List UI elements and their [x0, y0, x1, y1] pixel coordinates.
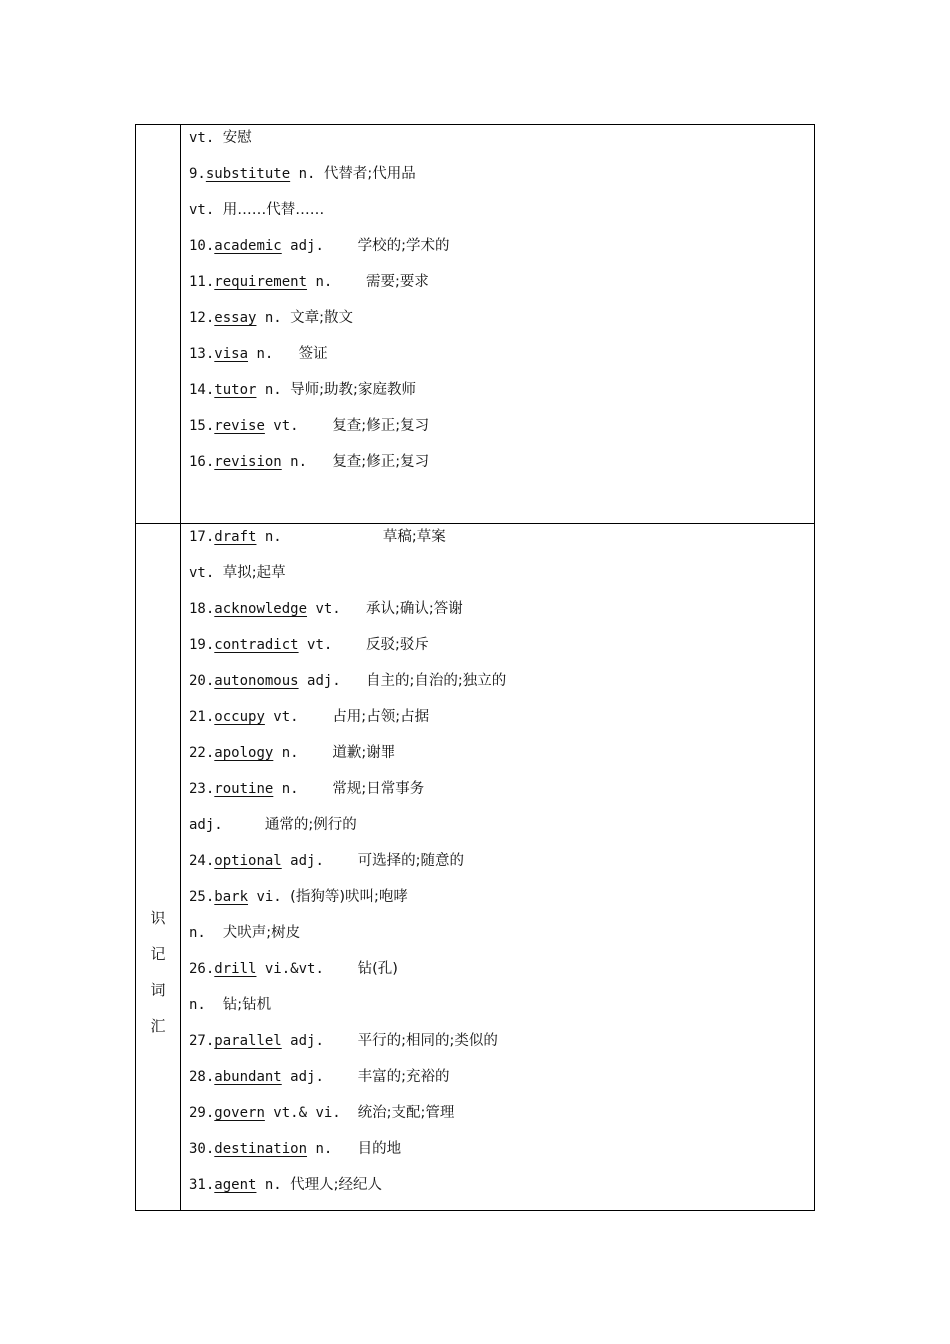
vocab-line — [189, 163, 814, 199]
vocab-line — [189, 343, 814, 379]
entry-number: 28. — [189, 1069, 215, 1085]
entry-pos: vt. — [189, 202, 223, 218]
entry-meaning: 钻(孔) — [357, 961, 398, 977]
entry-meaning: 犬吠声;树皮 — [222, 925, 301, 941]
entry-meaning: 复查;修正;复习 — [332, 418, 430, 434]
entry-word: tutor — [214, 382, 257, 398]
entry-word: parallel — [214, 1033, 282, 1049]
entry-pos: vt. — [298, 637, 367, 653]
vocab-line — [189, 199, 814, 235]
entry-word: revise — [214, 418, 265, 434]
entry-number: 13. — [189, 346, 215, 362]
entry-pos: adj. — [281, 1069, 358, 1085]
vocab-line — [189, 958, 814, 994]
entry-word: visa — [214, 346, 249, 362]
entry-word: requirement — [214, 274, 308, 290]
vocab-line — [189, 742, 814, 778]
vocab-line — [189, 1102, 814, 1138]
entry-number: 29. — [189, 1105, 215, 1121]
entry-pos: n. — [256, 310, 291, 326]
entry-number: 31. — [189, 1177, 215, 1193]
entry-pos: n. — [256, 382, 291, 398]
entry-meaning: 草拟;起草 — [222, 565, 286, 581]
entry-meaning: 平行的;相同的;类似的 — [357, 1033, 498, 1049]
entry-number: 25. — [189, 889, 215, 905]
entry-meaning: 统治;支配;管理 — [357, 1105, 455, 1121]
vocab-line — [189, 994, 814, 1030]
entry-pos: n. — [248, 346, 299, 362]
entry-meaning: 常规;日常事务 — [332, 781, 425, 797]
entry-number: 26. — [189, 961, 215, 977]
entry-meaning: 文章;散文 — [290, 310, 354, 326]
entry-pos: adj. — [281, 1033, 358, 1049]
entry-number: 24. — [189, 853, 215, 869]
entry-pos: vt. — [264, 709, 333, 725]
side-cell-empty — [136, 125, 181, 524]
entry-word: autonomous — [214, 673, 299, 689]
entry-pos: n. — [307, 274, 367, 290]
vocab-line — [189, 706, 814, 742]
table-row — [136, 125, 815, 524]
entry-word: apology — [214, 745, 274, 761]
entry-meaning: 反驳;驳斥 — [366, 637, 429, 653]
entry-pos: adj. — [189, 817, 265, 833]
entry-number: 12. — [189, 310, 215, 326]
entry-pos: n. — [273, 745, 333, 761]
entry-number: 10. — [189, 238, 215, 254]
vocab-cell — [181, 524, 815, 1211]
entry-pos: n. — [256, 529, 383, 545]
vocab-line — [189, 307, 814, 343]
entry-meaning: (指狗等)吠叫;咆哮 — [290, 889, 408, 905]
entry-meaning: 占用;占领;占据 — [332, 709, 430, 725]
vocab-line — [189, 1138, 814, 1174]
vocabulary-table — [135, 124, 815, 1211]
entry-pos: n. — [290, 166, 324, 182]
entry-pos: n. — [307, 1141, 358, 1157]
entry-number: 30. — [189, 1141, 215, 1157]
vocab-line — [189, 1066, 814, 1102]
entry-pos: adj. — [298, 673, 367, 689]
entry-word: draft — [214, 529, 257, 545]
entry-pos: adj. — [281, 853, 358, 869]
entry-meaning: 需要;要求 — [366, 274, 429, 290]
vocab-line — [189, 415, 814, 451]
vocab-line — [189, 922, 814, 958]
vocab-line — [189, 235, 814, 271]
entry-number: 27. — [189, 1033, 215, 1049]
entry-word: destination — [214, 1141, 308, 1157]
entry-meaning: 草稿;草案 — [382, 529, 446, 545]
entry-number: 9. — [189, 166, 206, 182]
vocab-line — [189, 526, 814, 562]
vocab-cell — [181, 125, 815, 524]
entry-word: essay — [214, 310, 257, 326]
entry-number: 16. — [189, 454, 215, 470]
entry-pos: vi. — [248, 889, 291, 905]
entry-word: bark — [214, 889, 249, 905]
entry-meaning: 安慰 — [222, 130, 252, 146]
section-label: 识记词汇 — [150, 909, 166, 1035]
entry-word: agent — [214, 1177, 257, 1193]
entry-pos: vt. — [189, 130, 223, 146]
entry-word: revision — [214, 454, 282, 470]
entry-meaning: 用……代替…… — [222, 202, 325, 218]
entry-meaning: 代替者;代用品 — [323, 166, 416, 182]
entry-meaning: 通常的;例行的 — [264, 817, 357, 833]
entry-number: 21. — [189, 709, 215, 725]
entry-word: occupy — [214, 709, 265, 725]
entry-meaning: 钻;钻机 — [222, 997, 272, 1013]
entry-word: routine — [214, 781, 274, 797]
vocab-line — [189, 814, 814, 850]
vocab-line — [189, 850, 814, 886]
vocab-line — [189, 1174, 814, 1210]
entry-word: contradict — [214, 637, 299, 653]
vocab-line — [189, 451, 814, 487]
entry-pos: n. — [189, 997, 223, 1013]
entry-word: govern — [214, 1105, 265, 1121]
entry-pos: n. — [189, 925, 223, 941]
vocab-line — [189, 127, 814, 163]
entry-word: acknowledge — [214, 601, 308, 617]
entry-meaning: 自主的;自治的;独立的 — [366, 673, 507, 689]
entry-number: 14. — [189, 382, 215, 398]
entry-meaning: 道歉;谢罪 — [332, 745, 396, 761]
entry-pos: vt. — [264, 418, 333, 434]
entry-pos: vi.&vt. — [256, 961, 358, 977]
entry-number: 18. — [189, 601, 215, 617]
vocab-line — [189, 562, 814, 598]
entry-number: 17. — [189, 529, 215, 545]
entry-meaning: 代理人;经纪人 — [290, 1177, 383, 1193]
side-cell — [136, 524, 181, 1211]
entry-number: 22. — [189, 745, 215, 761]
entry-number: 23. — [189, 781, 215, 797]
entry-meaning: 目的地 — [357, 1141, 402, 1157]
vocab-line — [189, 778, 814, 814]
entry-meaning: 丰富的;充裕的 — [357, 1069, 450, 1085]
entry-number: 11. — [189, 274, 215, 290]
vocab-line — [189, 379, 814, 415]
entry-meaning: 学校的;学术的 — [357, 238, 450, 254]
entry-pos: n. — [256, 1177, 291, 1193]
table-row — [136, 524, 815, 1211]
entry-meaning: 复查;修正;复习 — [332, 454, 430, 470]
entry-meaning: 签证 — [298, 346, 328, 362]
entry-pos: vt.& vi. — [264, 1105, 358, 1121]
entry-pos: n. — [281, 454, 333, 470]
vocab-line — [189, 598, 814, 634]
entry-pos: adj. — [281, 238, 358, 254]
entry-meaning: 可选择的;随意的 — [357, 853, 464, 869]
vocab-line — [189, 886, 814, 922]
entry-word: academic — [214, 238, 282, 254]
entry-number: 19. — [189, 637, 215, 653]
vocab-line — [189, 1030, 814, 1066]
entry-word: substitute — [205, 166, 291, 182]
entry-pos: vt. — [307, 601, 367, 617]
vocab-line — [189, 634, 814, 670]
vocab-line — [189, 271, 814, 307]
entry-meaning: 承认;确认;答谢 — [366, 601, 463, 617]
entry-word: drill — [214, 961, 257, 977]
vocab-line — [189, 670, 814, 706]
entry-pos: n. — [273, 781, 333, 797]
entry-word: optional — [214, 853, 282, 869]
entry-pos: vt. — [189, 565, 223, 581]
entry-meaning: 导师;助教;家庭教师 — [290, 382, 416, 398]
entry-number: 20. — [189, 673, 215, 689]
entry-number: 15. — [189, 418, 215, 434]
entry-word: abundant — [214, 1069, 282, 1085]
